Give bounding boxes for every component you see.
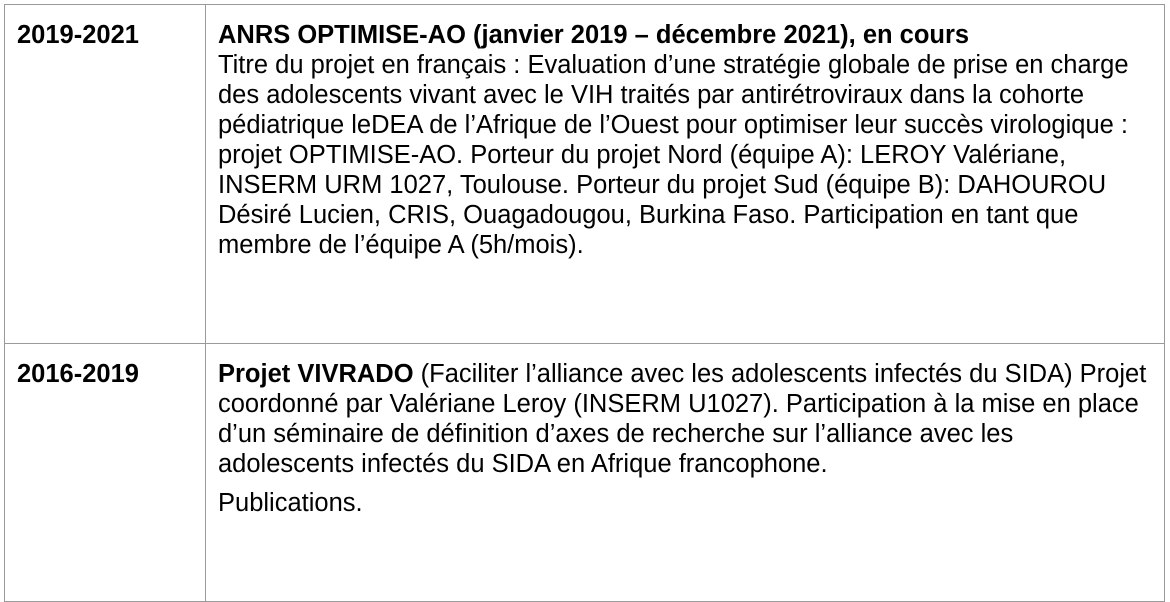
table-row	[5, 344, 1165, 602]
project-note: Publications.	[218, 489, 363, 517]
description-cell	[206, 5, 1165, 344]
table-row	[5, 5, 1165, 344]
project-description: (Faciliter l’alliance avec les adolescents infectés du SIDA) Projet coordonné par Valériane Leroy (INSERM U1027). Participation à la mise en place d’un séminaire de définition d’axes de recherche sur l’alliance avec les adolescents infectés du SIDA en Afrique francophone.	[218, 360, 1147, 478]
description-cell	[206, 344, 1165, 602]
projects-table	[4, 4, 1165, 602]
project-title: ANRS OPTIMISE-AO (janvier 2019 – décembre 2021), en cours	[218, 21, 970, 49]
period-cell: 2016-2019	[5, 344, 206, 602]
period-cell: 2019-2021	[5, 5, 206, 344]
project-title: Projet VIVRADO	[218, 360, 414, 388]
project-description: Titre du projet en français : Evaluation d’une stratégie globale de prise en charge des adolescents vivant avec le VIH traités par antirétroviraux dans la cohorte pédiatrique leDEA de l’Afrique de l’Ouest pour optimiser leur succès virologique : projet OPTIMISE-AO. Porteur du projet Nord (équipe A): LEROY Valériane, INSERM URM 1027, Toulouse. Porteur du projet Sud (équipe B): DAHOUROU Désiré Lucien, CRIS, Ouagadougou, Burkina Faso. Participation en tant que membre de l’équipe A (5h/mois).	[218, 51, 1129, 259]
project-paragraph	[218, 359, 1156, 479]
